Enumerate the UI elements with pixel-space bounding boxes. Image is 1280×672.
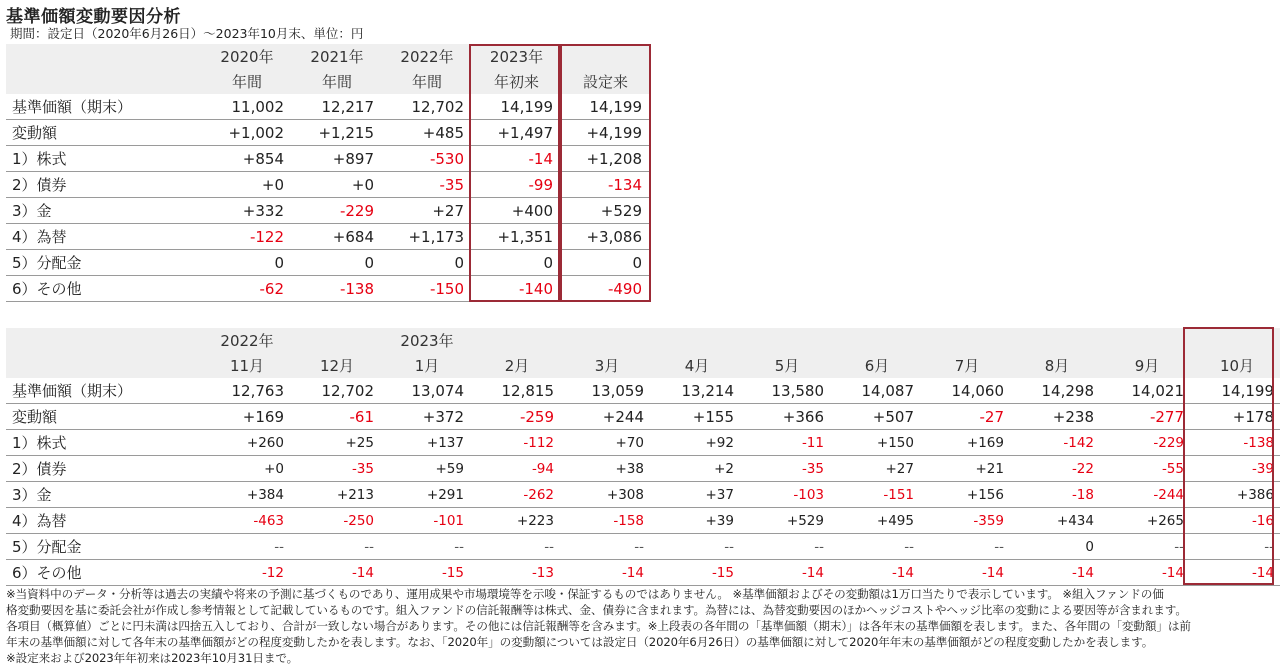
monthly-cell: +169 xyxy=(922,430,1012,456)
annual-row-label: 3）金 xyxy=(6,198,202,224)
monthly-column-header-bottom: 8月 xyxy=(1012,353,1102,378)
annual-cell: 0 xyxy=(472,250,561,276)
monthly-row-label: 5）分配金 xyxy=(6,534,202,560)
monthly-row-label: 6）その他 xyxy=(6,560,202,586)
annual-cell: +897 xyxy=(292,146,382,172)
monthly-row xyxy=(6,534,1280,560)
monthly-cell: +137 xyxy=(382,430,472,456)
monthly-header-corner xyxy=(6,353,202,378)
monthly-cell: +386 xyxy=(1192,482,1280,508)
monthly-column-header-bottom: 12月 xyxy=(292,353,382,378)
annual-row xyxy=(6,250,650,276)
monthly-row-label: 2）債券 xyxy=(6,456,202,482)
monthly-cell: +2 xyxy=(652,456,742,482)
monthly-cell: +0 xyxy=(202,456,292,482)
annual-header-corner xyxy=(6,69,202,94)
annual-row xyxy=(6,172,650,198)
annual-column-header-top xyxy=(561,44,650,69)
page-title: 基準価額変動要因分析 xyxy=(6,7,181,27)
monthly-cell: -18 xyxy=(1012,482,1102,508)
annual-cell: +1,002 xyxy=(202,120,292,146)
monthly-cell: -15 xyxy=(652,560,742,586)
monthly-row xyxy=(6,560,1280,586)
monthly-column-header-bottom: 10月 xyxy=(1192,353,1280,378)
monthly-cell: -- xyxy=(382,534,472,560)
monthly-column-header-bottom: 3月 xyxy=(562,353,652,378)
monthly-cell: -61 xyxy=(292,404,382,430)
annual-column-header-bottom: 年間 xyxy=(292,69,382,94)
annual-cell: -14 xyxy=(472,146,561,172)
monthly-cell: -463 xyxy=(202,508,292,534)
monthly-row xyxy=(6,482,1280,508)
monthly-cell: +155 xyxy=(652,404,742,430)
monthly-cell: +37 xyxy=(652,482,742,508)
annual-row-label: 変動額 xyxy=(6,120,202,146)
annual-cell: -490 xyxy=(561,276,650,302)
annual-cell: +332 xyxy=(202,198,292,224)
annual-cell: 14,199 xyxy=(561,94,650,120)
monthly-cell: -94 xyxy=(472,456,562,482)
monthly-column-header-bottom: 6月 xyxy=(832,353,922,378)
annual-column-header-bottom: 年間 xyxy=(202,69,292,94)
monthly-cell: 0 xyxy=(1012,534,1102,560)
monthly-column-header-bottom: 11月 xyxy=(202,353,292,378)
annual-cell: -35 xyxy=(382,172,472,198)
monthly-cell: 14,298 xyxy=(1012,378,1102,404)
monthly-cell: 12,763 xyxy=(202,378,292,404)
annual-cell: 0 xyxy=(561,250,650,276)
annual-cell: -150 xyxy=(382,276,472,302)
annual-cell: +27 xyxy=(382,198,472,224)
annual-cell: 0 xyxy=(382,250,472,276)
annual-column-header-bottom: 設定来 xyxy=(561,69,650,94)
annual-cell: +854 xyxy=(202,146,292,172)
annual-row-label: 5）分配金 xyxy=(6,250,202,276)
annual-cell: 0 xyxy=(292,250,382,276)
monthly-row xyxy=(6,404,1280,430)
annual-column-header-bottom: 年間 xyxy=(382,69,472,94)
monthly-cell: -14 xyxy=(1192,560,1280,586)
monthly-cell: -101 xyxy=(382,508,472,534)
monthly-cell: -- xyxy=(562,534,652,560)
monthly-column-header-top xyxy=(472,328,562,353)
monthly-cell: -14 xyxy=(832,560,922,586)
monthly-cell: +260 xyxy=(202,430,292,456)
note-line: 年末の基準価額に対して各年末の基準価額がどの程度変動したかを表します。なお、「2020年」の変動額については設定日（2020年6月26日）の基準価額に対して2020年年末の基準価額がどの程度変動したかを表します。 xyxy=(6,635,1154,649)
annual-row-label: 6）その他 xyxy=(6,276,202,302)
annual-column-header-top: 2021年 xyxy=(292,44,382,69)
monthly-cell: -- xyxy=(202,534,292,560)
monthly-cell: 13,059 xyxy=(562,378,652,404)
annual-row-label: 基準価額（期末） xyxy=(6,94,202,120)
monthly-cell: 13,580 xyxy=(742,378,832,404)
monthly-column-header-bottom: 9月 xyxy=(1102,353,1192,378)
annual-row-label: 4）為替 xyxy=(6,224,202,250)
annual-cell: 12,702 xyxy=(382,94,472,120)
monthly-cell: -138 xyxy=(1192,430,1280,456)
annual-cell: +4,199 xyxy=(561,120,650,146)
monthly-cell: 13,074 xyxy=(382,378,472,404)
monthly-column-header-bottom: 2月 xyxy=(472,353,562,378)
monthly-cell: -- xyxy=(292,534,382,560)
monthly-cell: -250 xyxy=(292,508,382,534)
monthly-cell: +38 xyxy=(562,456,652,482)
monthly-column-header-top xyxy=(562,328,652,353)
monthly-cell: +25 xyxy=(292,430,382,456)
monthly-cell: +169 xyxy=(202,404,292,430)
monthly-header-corner xyxy=(6,328,202,353)
monthly-cell: +308 xyxy=(562,482,652,508)
annual-row xyxy=(6,224,650,250)
monthly-cell: +507 xyxy=(832,404,922,430)
note-line: ※設定来および2023年年初来は2023年10月31日まで。 xyxy=(6,651,299,665)
annual-row-label: 1）株式 xyxy=(6,146,202,172)
monthly-column-header-top xyxy=(1012,328,1102,353)
monthly-cell: 12,702 xyxy=(292,378,382,404)
monthly-cell: +150 xyxy=(832,430,922,456)
annual-header-row-bottom xyxy=(6,69,650,94)
monthly-cell: +265 xyxy=(1102,508,1192,534)
annual-cell: +400 xyxy=(472,198,561,224)
annual-cell: 11,002 xyxy=(202,94,292,120)
monthly-column-header-top xyxy=(922,328,1012,353)
monthly-cell: -- xyxy=(472,534,562,560)
monthly-row xyxy=(6,430,1280,456)
monthly-cell: -229 xyxy=(1102,430,1192,456)
monthly-cell: -14 xyxy=(562,560,652,586)
monthly-column-header-bottom: 5月 xyxy=(742,353,832,378)
monthly-cell: -14 xyxy=(292,560,382,586)
monthly-cell: -11 xyxy=(742,430,832,456)
monthly-cell: +238 xyxy=(1012,404,1102,430)
monthly-cell: +495 xyxy=(832,508,922,534)
note-line: 各項目（概算値）ごとに円未満は四捨五入しており、合計が一致しない場合があります。その他には信託報酬等を含みます。※上段表の各年間の「基準価額（期末）」は各年末の基準価額を表します。また、各年間の「変動額」は前 xyxy=(6,619,1191,633)
annual-factor-table xyxy=(6,44,650,302)
annual-cell: -530 xyxy=(382,146,472,172)
monthly-row xyxy=(6,378,1280,404)
monthly-column-header-bottom: 4月 xyxy=(652,353,742,378)
annual-column-header-top: 2022年 xyxy=(382,44,472,69)
monthly-cell: -12 xyxy=(202,560,292,586)
monthly-cell: 13,214 xyxy=(652,378,742,404)
monthly-cell: 12,815 xyxy=(472,378,562,404)
note-line: 格変動要因を基に委託会社が作成し参考情報として記載しているものです。組入ファンドの信託報酬等は株式、金、債券に含まれます。為替には、為替変動要因のほかヘッジコストやヘッジ比率の変動による要因等が含まれます。 xyxy=(6,603,1187,617)
monthly-column-header-top xyxy=(1102,328,1192,353)
monthly-cell: -13 xyxy=(472,560,562,586)
monthly-cell: 14,021 xyxy=(1102,378,1192,404)
monthly-cell: -39 xyxy=(1192,456,1280,482)
monthly-cell: +213 xyxy=(292,482,382,508)
annual-column-header-top: 2023年 xyxy=(472,44,561,69)
monthly-row xyxy=(6,508,1280,534)
monthly-column-header-top xyxy=(1192,328,1280,353)
annual-cell: -140 xyxy=(472,276,561,302)
monthly-cell: 14,087 xyxy=(832,378,922,404)
monthly-cell: +291 xyxy=(382,482,472,508)
monthly-column-header-top xyxy=(652,328,742,353)
monthly-row xyxy=(6,456,1280,482)
monthly-cell: -142 xyxy=(1012,430,1102,456)
monthly-cell: +27 xyxy=(832,456,922,482)
monthly-cell: -244 xyxy=(1102,482,1192,508)
monthly-cell: +223 xyxy=(472,508,562,534)
monthly-header-row-bottom xyxy=(6,353,1280,378)
annual-cell: +0 xyxy=(292,172,382,198)
monthly-column-header-top xyxy=(832,328,922,353)
monthly-cell: -- xyxy=(922,534,1012,560)
annual-cell: 0 xyxy=(202,250,292,276)
annual-header-corner xyxy=(6,44,202,69)
monthly-cell: -103 xyxy=(742,482,832,508)
monthly-cell: -15 xyxy=(382,560,472,586)
annual-cell: +529 xyxy=(561,198,650,224)
annual-cell: +1,351 xyxy=(472,224,561,250)
monthly-cell: +244 xyxy=(562,404,652,430)
monthly-row-label: 4）為替 xyxy=(6,508,202,534)
monthly-cell: -14 xyxy=(922,560,1012,586)
monthly-cell: +70 xyxy=(562,430,652,456)
annual-row xyxy=(6,276,650,302)
monthly-column-header-top xyxy=(292,328,382,353)
period-caption: 期間：設定日（2020年6月26日）～2023年10月末、単位：円 xyxy=(10,26,364,41)
monthly-cell: -16 xyxy=(1192,508,1280,534)
annual-cell: -122 xyxy=(202,224,292,250)
annual-row xyxy=(6,94,650,120)
annual-cell: -134 xyxy=(561,172,650,198)
monthly-cell: -359 xyxy=(922,508,1012,534)
annual-row xyxy=(6,120,650,146)
annual-cell: +1,215 xyxy=(292,120,382,146)
annual-cell: -99 xyxy=(472,172,561,198)
monthly-cell: -259 xyxy=(472,404,562,430)
monthly-cell: -262 xyxy=(472,482,562,508)
monthly-cell: -35 xyxy=(742,456,832,482)
annual-row xyxy=(6,146,650,172)
monthly-cell: 14,060 xyxy=(922,378,1012,404)
monthly-cell: +156 xyxy=(922,482,1012,508)
monthly-cell: +434 xyxy=(1012,508,1102,534)
annual-cell: +1,208 xyxy=(561,146,650,172)
disclaimer-notes xyxy=(6,586,1274,666)
annual-cell: 14,199 xyxy=(472,94,561,120)
monthly-row-label: 基準価額（期末） xyxy=(6,378,202,404)
monthly-factor-table xyxy=(6,328,1280,586)
monthly-cell: 14,199 xyxy=(1192,378,1280,404)
annual-cell: -62 xyxy=(202,276,292,302)
monthly-row-label: 3）金 xyxy=(6,482,202,508)
monthly-cell: +21 xyxy=(922,456,1012,482)
monthly-cell: -151 xyxy=(832,482,922,508)
monthly-cell: -158 xyxy=(562,508,652,534)
monthly-cell: -22 xyxy=(1012,456,1102,482)
monthly-column-header-top: 2022年 xyxy=(202,328,292,353)
annual-header-row-top xyxy=(6,44,650,69)
monthly-cell: -14 xyxy=(1102,560,1192,586)
monthly-cell: +59 xyxy=(382,456,472,482)
note-line: ※当資料中のデータ・分析等は過去の実績や将来の予測に基づくものであり、運用成果や市場環境等を示唆・保証するものではありません。 ※基準価額およびその変動額は1万口当たりで表示しています。 ※組入ファンドの価 xyxy=(6,587,1164,601)
monthly-column-header-top: 2023年 xyxy=(382,328,472,353)
monthly-cell: +92 xyxy=(652,430,742,456)
monthly-column-header-bottom: 7月 xyxy=(922,353,1012,378)
monthly-cell: -- xyxy=(832,534,922,560)
annual-cell: +3,086 xyxy=(561,224,650,250)
monthly-cell: +529 xyxy=(742,508,832,534)
annual-row-label: 2）債券 xyxy=(6,172,202,198)
annual-cell: +0 xyxy=(202,172,292,198)
annual-cell: +684 xyxy=(292,224,382,250)
annual-row xyxy=(6,198,650,224)
annual-cell: +1,497 xyxy=(472,120,561,146)
monthly-cell: -14 xyxy=(742,560,832,586)
monthly-cell: -27 xyxy=(922,404,1012,430)
monthly-cell: -- xyxy=(1102,534,1192,560)
monthly-row-label: 変動額 xyxy=(6,404,202,430)
monthly-cell: -35 xyxy=(292,456,382,482)
monthly-cell: -112 xyxy=(472,430,562,456)
annual-cell: +1,173 xyxy=(382,224,472,250)
monthly-column-header-bottom: 1月 xyxy=(382,353,472,378)
annual-column-header-bottom: 年初来 xyxy=(472,69,561,94)
monthly-cell: +39 xyxy=(652,508,742,534)
monthly-header-row-top xyxy=(6,328,1280,353)
monthly-column-header-top xyxy=(742,328,832,353)
monthly-cell: -55 xyxy=(1102,456,1192,482)
monthly-cell: -277 xyxy=(1102,404,1192,430)
monthly-cell: -- xyxy=(742,534,832,560)
annual-column-header-top: 2020年 xyxy=(202,44,292,69)
monthly-cell: +178 xyxy=(1192,404,1280,430)
monthly-row-label: 1）株式 xyxy=(6,430,202,456)
annual-cell: 12,217 xyxy=(292,94,382,120)
monthly-cell: -- xyxy=(652,534,742,560)
monthly-cell: +384 xyxy=(202,482,292,508)
annual-cell: +485 xyxy=(382,120,472,146)
monthly-cell: +366 xyxy=(742,404,832,430)
monthly-cell: -- xyxy=(1192,534,1280,560)
monthly-cell: +372 xyxy=(382,404,472,430)
annual-cell: -138 xyxy=(292,276,382,302)
monthly-cell: -14 xyxy=(1012,560,1102,586)
annual-cell: -229 xyxy=(292,198,382,224)
